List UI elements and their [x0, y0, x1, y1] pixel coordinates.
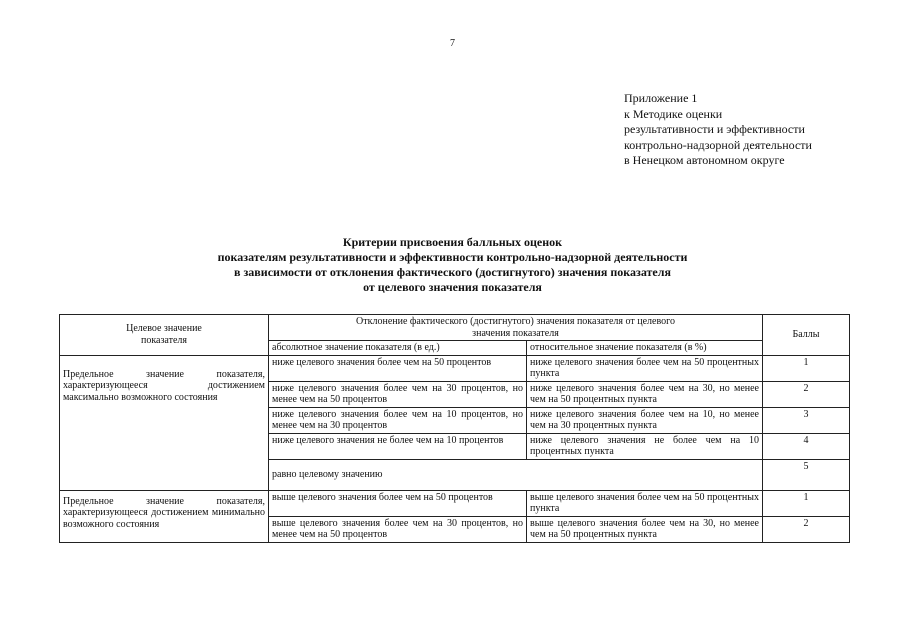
relative-cell: ниже целевого значения не более чем на 10 процентных пункта — [527, 433, 763, 459]
appendix-line: в Ненецком автономном округе — [624, 153, 785, 167]
criteria-table — [59, 314, 850, 543]
score-cell: 1 — [763, 490, 850, 516]
table-header-row — [60, 315, 850, 341]
absolute-cell: ниже целевого значения более чем на 50 процентов — [269, 355, 527, 381]
appendix-line: к Методике оценки — [624, 106, 723, 121]
header-target-text: Целевое значение показателя — [126, 323, 202, 346]
appendix-line: результативности и эффективности — [624, 122, 805, 136]
group-target-cell — [60, 355, 269, 490]
absolute-cell: ниже целевого значения не более чем на 10 процентов — [269, 433, 527, 459]
relative-cell: ниже целевого значения более чем на 10, но менее чем на 30 процентных пункта — [527, 407, 763, 433]
header-score-cell: Баллы — [763, 315, 850, 356]
score-cell: 3 — [763, 407, 850, 433]
appendix-note — [624, 91, 812, 169]
header-target-cell — [60, 315, 269, 356]
score-cell: 1 — [763, 355, 850, 381]
relative-cell: ниже целевого значения более чем на 50 процентных пункта — [527, 355, 763, 381]
score-cell: 2 — [763, 381, 850, 407]
score-cell: 2 — [763, 516, 850, 542]
score-cell: 4 — [763, 433, 850, 459]
header-deviation-text: Отклонение фактического (достигнутого) значения показателя от целевого значения показателя — [356, 316, 675, 339]
title-line: от целевого значения показателя — [363, 280, 542, 294]
absolute-cell: выше целевого значения более чем на 50 процентов — [269, 490, 527, 516]
relative-cell: выше целевого значения более чем на 30, но менее чем на 50 процентных пункта — [527, 516, 763, 542]
absolute-cell: ниже целевого значения более чем на 10 процентов, но менее чем на 30 процентов — [269, 407, 527, 433]
appendix-line: Приложение 1 — [624, 91, 698, 105]
title-line: Критерии присвоения балльных оценок — [342, 235, 563, 249]
absolute-cell: выше целевого значения более чем на 30 процентов, но менее чем на 50 процентов — [269, 516, 527, 542]
header-relative-cell — [527, 341, 763, 356]
appendix-line: контрольно-надзорной деятельности — [624, 137, 812, 152]
page-number: 7 — [450, 38, 455, 49]
absolute-cell: ниже целевого значения более чем на 30 процентов, но менее чем на 50 процентов — [269, 381, 527, 407]
group-target-text: Предельное значение показателя, характеризующееся достижением максимально возможного состояния — [63, 368, 265, 403]
score-cell: 5 — [763, 459, 850, 490]
group-target-text: Предельное значение показателя, характеризующееся достижением минимально возможного состояния — [63, 495, 265, 530]
table-row — [60, 355, 850, 381]
document-title — [120, 235, 785, 295]
title-line: в зависимости от отклонения фактического (достигнутого) значения показателя — [234, 265, 671, 279]
title-line: показателям результативности и эффективности контрольно-надзорной деятельности — [217, 250, 688, 264]
group-target-cell — [60, 490, 269, 542]
header-deviation-cell — [269, 315, 763, 341]
relative-cell: выше целевого значения более чем на 50 процентных пункта — [527, 490, 763, 516]
relative-cell: ниже целевого значения более чем на 30, но менее чем на 50 процентных пункта — [527, 381, 763, 407]
table-row — [60, 490, 850, 516]
header-absolute-cell: абсолютное значение показателя (в ед.) — [269, 341, 527, 356]
equal-value-cell: равно целевому значению — [269, 459, 763, 490]
header-relative-text: относительное значение показателя (в %) — [530, 342, 707, 353]
